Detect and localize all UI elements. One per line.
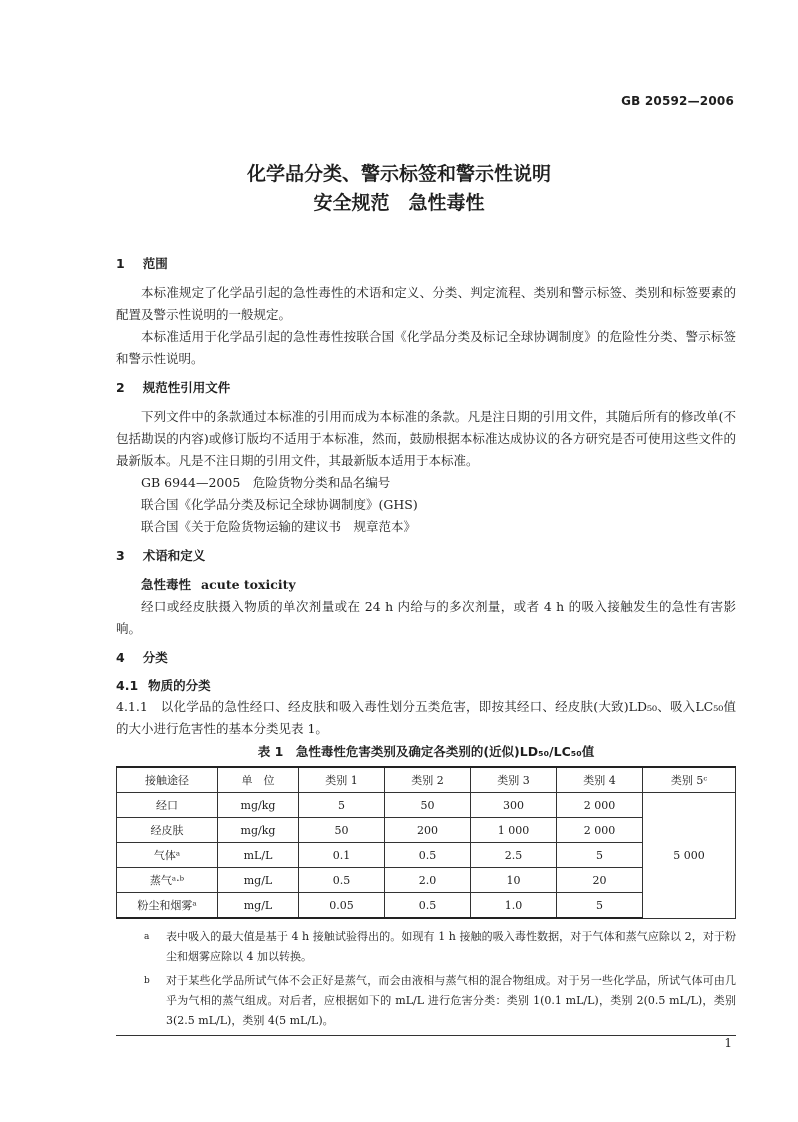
section-3-heading bbox=[116, 546, 736, 566]
term-definition: 经口或经皮肤摄入物质的单次剂量或在 24 h 内给与的多次剂量，或者 4 h 的吸入接触发生的急性有害影响。 bbox=[116, 599, 736, 636]
table-notes bbox=[116, 927, 736, 1036]
section-2-heading bbox=[116, 378, 736, 398]
value-cell: 2 000 bbox=[557, 818, 643, 843]
term-english: acute toxicity bbox=[201, 577, 296, 592]
value-cell: 1.0 bbox=[471, 893, 557, 919]
value-cell: 5 bbox=[557, 893, 643, 919]
section-title: 范围 bbox=[142, 256, 168, 271]
table-header-row bbox=[117, 767, 736, 793]
value-cell: 20 bbox=[557, 868, 643, 893]
value-cell: 2.5 bbox=[471, 843, 557, 868]
document-body bbox=[116, 254, 736, 1036]
clause-4-1-1 bbox=[116, 696, 736, 740]
section-1-heading bbox=[116, 254, 736, 274]
route-cell: 经口 bbox=[117, 793, 218, 818]
column-header: 类别 4 bbox=[557, 767, 643, 793]
section-title: 术语和定义 bbox=[142, 548, 206, 563]
unit-cell: mg/L bbox=[218, 893, 299, 919]
section-number: 2 bbox=[116, 380, 125, 395]
column-header: 类别 1 bbox=[299, 767, 385, 793]
document-title bbox=[0, 160, 798, 218]
value-cell: 1 000 bbox=[471, 818, 557, 843]
subsection-number: 4.1 bbox=[116, 678, 139, 693]
note-mark: b bbox=[144, 976, 150, 986]
table-note bbox=[116, 971, 736, 1031]
reference-item: GB 6944—2005 危险货物分类和品名编号 bbox=[141, 475, 391, 490]
standard-code: GB 20592—2006 bbox=[621, 94, 734, 108]
clause-number: 4.1.1 bbox=[116, 699, 148, 714]
value-cell: 0.5 bbox=[385, 893, 471, 919]
value-cell: 5 bbox=[557, 843, 643, 868]
unit-cell: mL/L bbox=[218, 843, 299, 868]
section-4-heading bbox=[116, 648, 736, 668]
section-1-paragraph-2: 本标准适用于化学品引起的急性毒性按联合国《化学品分类及标记全球协调制度》的危险性分类、警示标签和警示性说明。 bbox=[116, 329, 736, 366]
clause-text: 以化学品的急性经口、经皮肤和吸入毒性划分五类危害，即按其经口、经皮肤(大致)LD₅₀、吸入LC₅₀值的大小进行危害性的基本分类见表 1。 bbox=[116, 699, 736, 736]
toxicity-table bbox=[116, 766, 736, 919]
value-cell: 0.5 bbox=[385, 843, 471, 868]
column-header: 类别 2 bbox=[385, 767, 471, 793]
value-cell: 2.0 bbox=[385, 868, 471, 893]
route-cell: 蒸气ᵃ·ᵇ bbox=[117, 868, 218, 893]
column-header: 单 位 bbox=[218, 767, 299, 793]
section-1-paragraph-1: 本标准规定了化学品引起的急性毒性的术语和定义、分类、判定流程、类别和警示标签、类别和标签要素的配置及警示性说明的一般规定。 bbox=[116, 285, 736, 322]
value-cell: 0.1 bbox=[299, 843, 385, 868]
section-title: 分类 bbox=[142, 650, 168, 665]
value-cell: 50 bbox=[385, 793, 471, 818]
subsection-title: 物质的分类 bbox=[148, 678, 211, 693]
note-text: 对于某些化学品所试气体不会正好是蒸气，而会由液相与蒸气相的混合物组成。对于另一些化学品，所试气体可由几乎为气相的蒸气组成。对后者，应根据如下的 mL/L 进行危害分类：类别 1(0.1 mL/L)，类别 2(0.5 mL/L)，类别 3(2.5 mL/L)，类别 4(5 mL/L)。 bbox=[166, 974, 736, 1027]
term-entry bbox=[116, 574, 736, 596]
section-number: 4 bbox=[116, 650, 125, 665]
section-title: 规范性引用文件 bbox=[142, 380, 231, 395]
title-line-2: 安全规范 急性毒性 bbox=[313, 192, 485, 214]
table-note bbox=[116, 927, 736, 967]
route-cell: 气体ᵃ bbox=[117, 843, 218, 868]
value-cell: 0.05 bbox=[299, 893, 385, 919]
term-chinese: 急性毒性 bbox=[141, 577, 192, 592]
section-2-paragraph: 下列文件中的条款通过本标准的引用而成为本标准的条款。凡是注日期的引用文件，其随后所有的修改单(不包括勘误的内容)或修订版均不适用于本标准，然而，鼓励根据本标准达成协议的各方研究是否可使用这些文件的最新版本。凡是不注日期的引用文件，其最新版本适用于本标准。 bbox=[116, 409, 736, 468]
value-cell: 300 bbox=[471, 793, 557, 818]
table-caption: 表 1 急性毒性危害类别及确定各类别的(近似)LD₅₀/LC₅₀值 bbox=[257, 744, 595, 759]
reference-item: 联合国《化学品分类及标记全球协调制度》(GHS) bbox=[141, 497, 418, 512]
reference-item: 联合国《关于危险货物运输的建议书 规章范本》 bbox=[141, 519, 417, 534]
column-header: 类别 5ᶜ bbox=[643, 767, 736, 793]
value-cell: 2 000 bbox=[557, 793, 643, 818]
value-cell: 10 bbox=[471, 868, 557, 893]
value-cell: 0.5 bbox=[299, 868, 385, 893]
note-mark: a bbox=[144, 932, 150, 942]
unit-cell: mg/kg bbox=[218, 793, 299, 818]
section-number: 3 bbox=[116, 548, 125, 563]
unit-cell: mg/kg bbox=[218, 818, 299, 843]
value-cell: 200 bbox=[385, 818, 471, 843]
route-cell: 粉尘和烟雾ᵃ bbox=[117, 893, 218, 919]
category-5-cell: 5 000 bbox=[643, 793, 736, 919]
value-cell: 5 bbox=[299, 793, 385, 818]
subsection-4-1-heading bbox=[116, 676, 736, 696]
section-number: 1 bbox=[116, 256, 125, 271]
unit-cell: mg/L bbox=[218, 868, 299, 893]
title-line-1: 化学品分类、警示标签和警示性说明 bbox=[246, 163, 551, 185]
note-text: 表中吸入的最大值是基于 4 h 接触试验得出的。如现有 1 h 接触的吸入毒性数据，对于气体和蒸气应除以 2，对于粉尘和烟雾应除以 4 加以转换。 bbox=[166, 930, 736, 963]
page-number: 1 bbox=[724, 1036, 732, 1050]
column-header: 接触途径 bbox=[117, 767, 218, 793]
table-row bbox=[117, 793, 736, 818]
column-header: 类别 3 bbox=[471, 767, 557, 793]
value-cell: 50 bbox=[299, 818, 385, 843]
route-cell: 经皮肤 bbox=[117, 818, 218, 843]
